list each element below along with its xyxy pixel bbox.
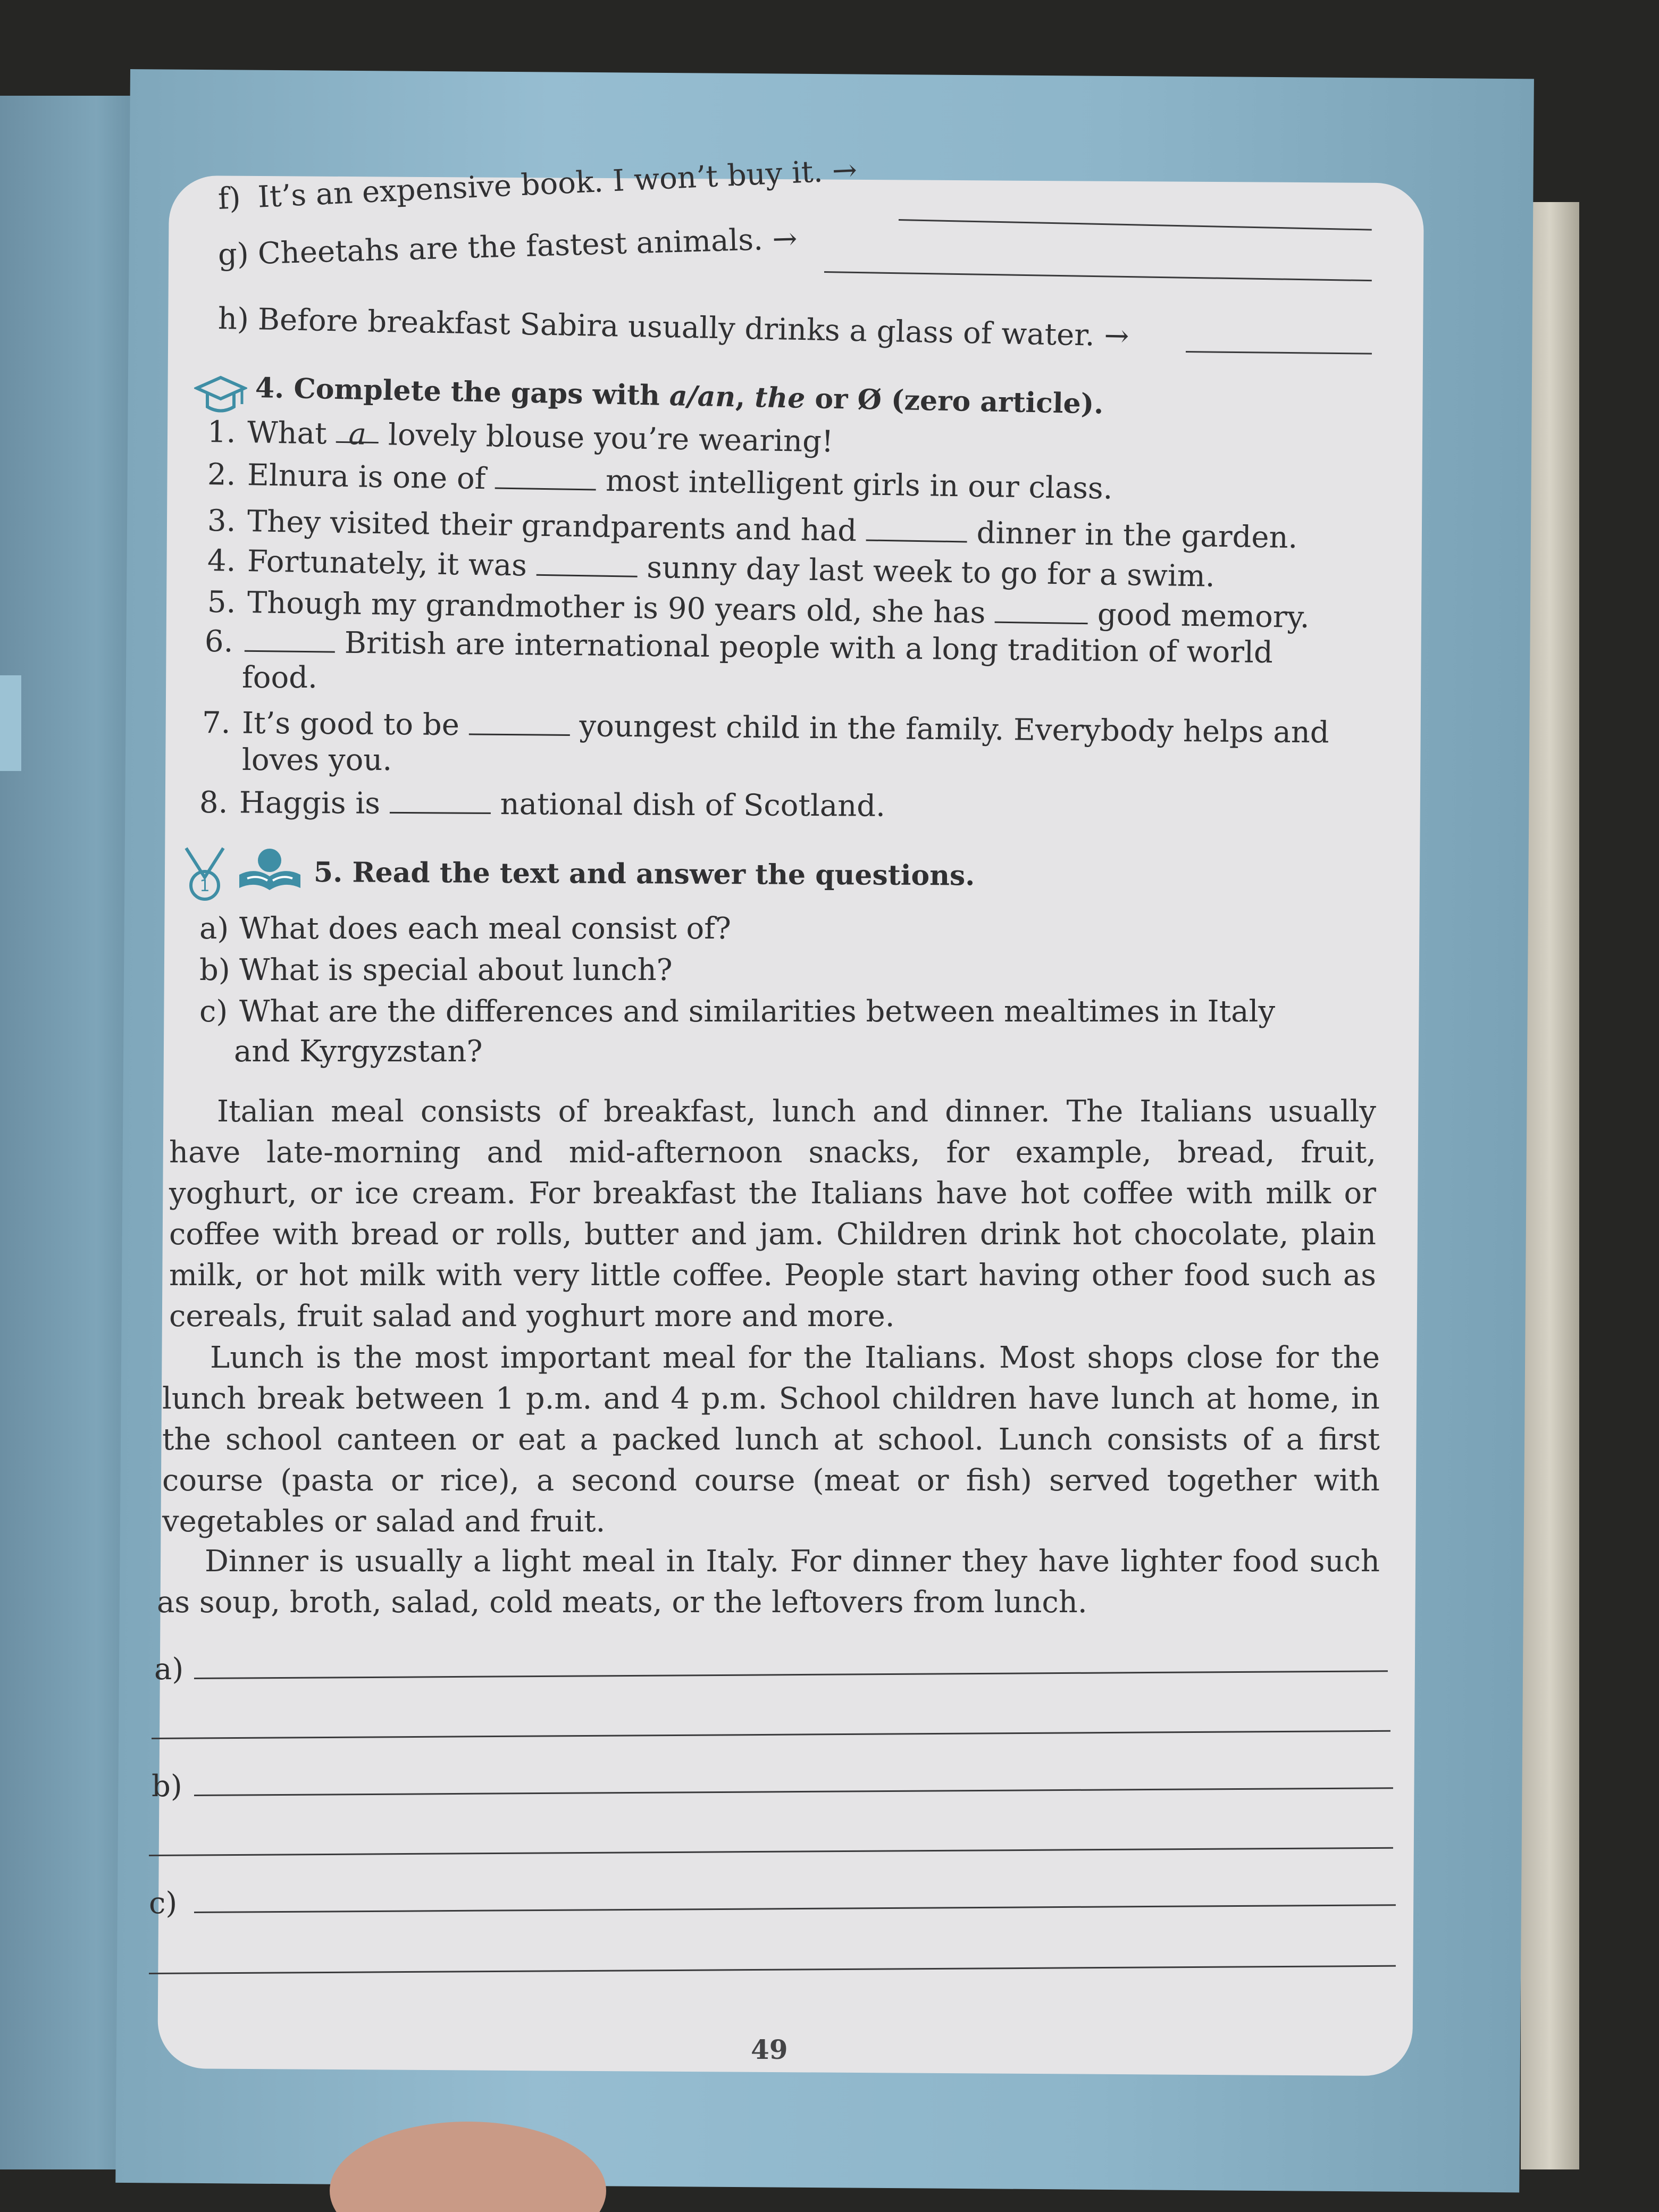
gap-blank[interactable] [390, 786, 491, 814]
question-continuation: and Kyrgyzstan? [234, 1034, 483, 1069]
gap-blank[interactable] [469, 708, 570, 736]
item-number: 8. [199, 785, 228, 820]
item-text-before: Elnura is one of [247, 458, 496, 497]
prev-answer-line-g [824, 271, 1372, 281]
prev-answer-line-h [1186, 351, 1372, 355]
item-text-before: It’s good to be [241, 706, 469, 743]
medal-icon [181, 845, 229, 904]
answer-label-c: c) [149, 1886, 178, 1921]
item-text-after: British are international people with a long tradition of world [334, 625, 1273, 671]
prev-item-label: g) [217, 237, 249, 272]
title-part-italic: the [754, 381, 806, 415]
title-part: or Ø (zero article). [805, 382, 1104, 421]
svg-text:1: 1 [199, 877, 210, 895]
exercise-4-item [199, 784, 885, 825]
exercise-4-item [207, 456, 1113, 508]
prev-item-label: h) [217, 301, 249, 337]
question-text: What is special about lunch? [239, 953, 673, 987]
reading-book-icon [237, 845, 303, 899]
question-text: What are the differences and similarities between mealtimes in Italy [239, 994, 1276, 1029]
answer-line[interactable] [194, 1670, 1388, 1679]
prev-item-f [217, 152, 858, 218]
item-text-after: sunny day last week to go for a swim. [637, 550, 1216, 594]
question-label: c) [199, 994, 228, 1029]
item-number: 4. [207, 543, 236, 579]
page-number: 49 [751, 2034, 788, 2065]
item-text-after: national dish of Scotland. [490, 786, 886, 824]
answer-label-b: b) [152, 1769, 182, 1804]
gap-blank[interactable] [866, 514, 968, 542]
item-text-before: Haggis is [239, 785, 390, 821]
prev-item-text: Before breakfast Sabira usually drinks a glass of water. → [257, 302, 1130, 354]
exercise-5-title [314, 854, 975, 895]
exercise-number: 5. [313, 856, 343, 889]
question-text: What does each meal consist of? [239, 911, 731, 946]
prev-item-text: Cheetahs are the fastest animals. → [257, 221, 798, 271]
gap-blank[interactable] [336, 416, 379, 452]
prev-answer-line-f [899, 219, 1372, 231]
question-c [199, 993, 1275, 1030]
prev-item-h [217, 300, 1129, 355]
title-part-italic: a/an [669, 379, 736, 414]
prev-item-label: f) [217, 181, 241, 216]
exercise-4-title [255, 370, 1104, 423]
gap-answer: a [348, 417, 367, 452]
gap-blank[interactable] [536, 549, 638, 577]
item-number: 5. [207, 585, 236, 620]
item-number: 7. [202, 706, 231, 741]
answer-line[interactable] [149, 1965, 1396, 1974]
item-continuation: food. [242, 660, 317, 695]
item-text-after: most intelligent girls in our class. [596, 463, 1113, 506]
item-continuation: loves you. [242, 743, 392, 777]
item-number: 6. [204, 624, 233, 659]
answer-line[interactable] [194, 1787, 1393, 1796]
exercise-number: 4. [255, 372, 284, 405]
item-number: 2. [207, 457, 236, 492]
exercise-instruction: Read the text and answer the questions. [352, 856, 975, 892]
prev-item-g [217, 221, 798, 274]
graduation-cap-icon [194, 372, 247, 420]
question-a [199, 910, 731, 948]
item-text-before: Though my grandmother is 90 years old, she has [247, 585, 995, 631]
exercise-4-item [207, 414, 834, 460]
answer-label-a: a) [154, 1652, 184, 1687]
gap-blank[interactable] [495, 462, 597, 491]
item-text-before: They visited their grandparents and had [247, 504, 867, 549]
item-text-before: Fortunately, it was [247, 544, 537, 583]
answer-line[interactable] [194, 1904, 1396, 1913]
item-text-after: lovely blouse you’re wearing! [378, 417, 834, 459]
answer-line[interactable] [152, 1730, 1390, 1739]
title-part: , [735, 381, 755, 414]
answer-line[interactable] [149, 1847, 1393, 1856]
question-label: b) [199, 953, 230, 987]
title-part: Complete the gaps with [293, 372, 670, 412]
question-b [199, 952, 673, 989]
gap-blank[interactable] [245, 625, 336, 653]
gap-blank[interactable] [995, 596, 1088, 624]
reading-paragraph-3: Dinner is usually a light meal in Italy. For dinner they have lighter food such as soup, broth, salad, cold meats, or the leftovers from lunch. [157, 1544, 1380, 1620]
item-text-after: dinner in the garden. [967, 515, 1298, 556]
prev-item-text: It’s an expensive book. I won’t buy it. → [257, 153, 858, 215]
item-text-after: good memory. [1087, 597, 1310, 635]
reading-paragraph-1: Italian meal consists of breakfast, lunch and dinner. The Italians usually have late-morning and mid-afternoon snacks, for example, bread, fruit, yoghurt, or ice cream. For breakfast the Italians have hot coffee with milk or coffee with bread or rolls, butter and jam. Children drink hot chocolate, plain milk, or hot milk with very little coffee. People start having other food such as cereals, fruit salad and yoghurt more and more. [169, 1094, 1376, 1334]
item-number: 3. [207, 504, 236, 539]
item-text-before: What [247, 415, 337, 451]
reading-paragraph-2: Lunch is the most important meal for the Italians. Most shops close for the lunch break between 1 p.m. and 4 p.m. School children have lunch at home, in the school canteen or eat a packed lunch at school. Lunch consists of a first course (pasta or rice), a second course (meat or fish) served together with vegetables or salad and fruit. [162, 1340, 1380, 1539]
item-number: 1. [207, 415, 236, 450]
item-text-after: youngest child in the family. Everybody helps and [569, 709, 1329, 750]
question-label: a) [199, 911, 229, 946]
